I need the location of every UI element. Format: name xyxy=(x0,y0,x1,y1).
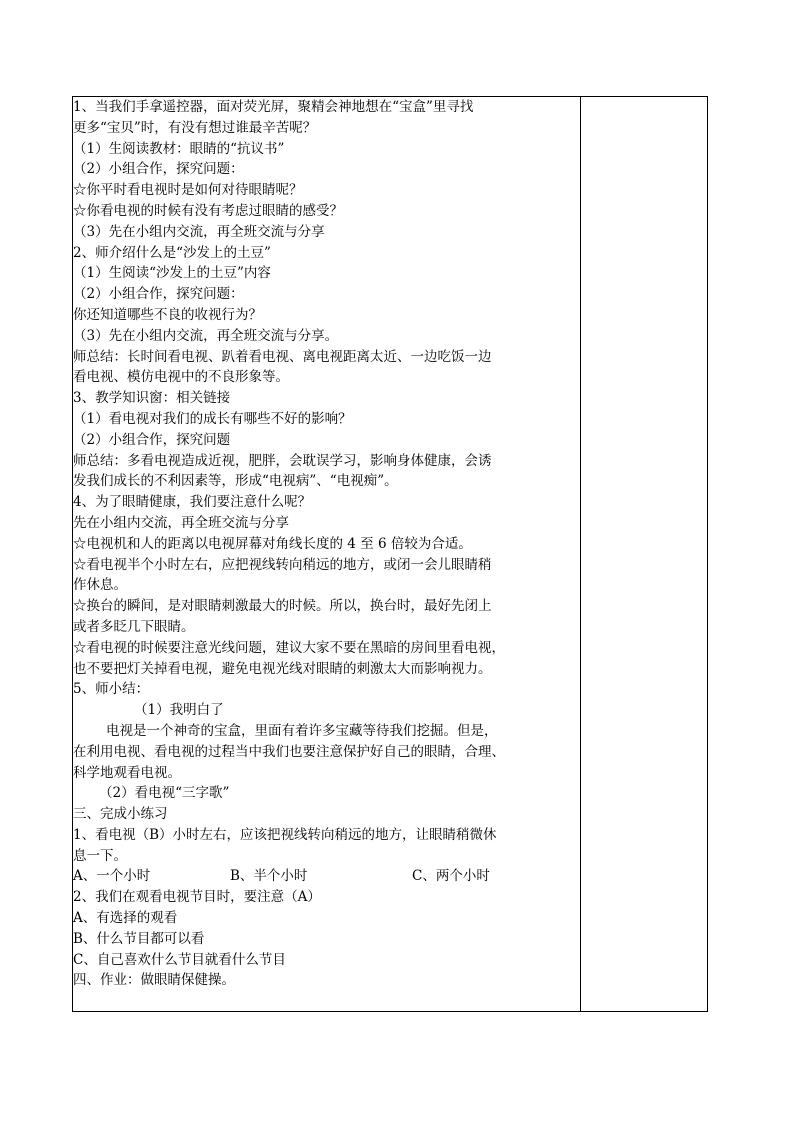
option-b: B、半个小时 xyxy=(230,868,308,885)
text-line: 师总结：多看电视造成近视，肥胖，会耽误学习，影响身体健康，会诱 xyxy=(73,452,492,469)
text-line: 2、我们在观看电视节目时，要注意（A） xyxy=(73,889,321,906)
text-line: C、自己喜欢什么节目就看什么节目 xyxy=(73,951,286,968)
text-line: ☆换台的瞬间，是对眼睛刺激最大的时候。所以，换台时，最好先闭上 xyxy=(73,598,492,615)
text-line: ☆看电视的时候要注意光线问题，建议大家不要在黑暗的房间里看电视， xyxy=(73,639,505,656)
text-line: （2）小组合作，探究问题： xyxy=(73,286,244,303)
text-line: 也不要把灯关掉看电视，避免电视光线对眼睛的刺激太大而影响视力。 xyxy=(73,660,492,677)
text-line: ☆你看电视的时候有没有考虑过眼睛的感受？ xyxy=(73,202,343,219)
text-line: 作休息。 xyxy=(73,577,127,594)
text-line: 电视是一个神奇的宝盒，里面有着许多宝藏等待我们挖掘。但是， xyxy=(106,722,498,739)
text-line: （2）小组合作，探究问题： xyxy=(73,161,244,178)
text-line: 四、作业：做眼睛保健操。 xyxy=(73,972,235,989)
text-line: （1）生阅读教材：眼睛的“抗议书” xyxy=(73,140,285,157)
options-row xyxy=(73,866,580,887)
text-line: 师总结：长时间看电视、趴着看电视、离电视距离太近、一边吃饭一边 xyxy=(73,348,492,365)
option-c: C、两个小时 xyxy=(412,868,490,885)
text-line: 在利用电视、看电视的过程当中我们也要注意保护好自己的眼睛，合理、 xyxy=(73,743,505,760)
text-line: 发我们成长的不利因素等，形成“电视病”、“电视痴”。 xyxy=(73,473,398,490)
text-line: 4、为了眼睛健康，我们要注意什么呢？ xyxy=(73,494,312,511)
notes-cell xyxy=(581,97,708,1012)
text-line: 3、教学知识窗：相关链接 xyxy=(73,390,231,407)
text-line: 科学地观看电视。 xyxy=(73,764,181,781)
text-line: （2）小组合作，探究问题 xyxy=(73,431,231,448)
text-line: A、有选择的观看 xyxy=(73,910,178,927)
text-line: 你还知道哪些不良的收视行为？ xyxy=(73,306,262,323)
text-line: 息一下。 xyxy=(73,847,127,864)
text-line: ☆看电视半个小时左右，应把视线转向稍远的地方，或闭一会儿眼睛稍 xyxy=(73,556,492,573)
text-line: 看电视、模仿电视中的不良形象等。 xyxy=(73,369,289,386)
text-line: （1）看电视对我们的成长有哪些不好的影响？ xyxy=(73,410,352,427)
text-line: （1）我明白了 xyxy=(134,702,224,719)
lesson-lines-after xyxy=(73,887,580,991)
text-line: 1、当我们手拿遥控器，面对荧光屏，聚精会神地想在“宝盒”里寻找 xyxy=(73,99,474,115)
text-line: （1）生阅读“沙发上的土豆”内容 xyxy=(73,265,271,282)
lesson-table xyxy=(72,96,708,1012)
text-line: 三、完成小练习 xyxy=(73,806,168,823)
text-line: 更多“宝贝”时，有没有想过谁最辛苦呢？ xyxy=(73,119,317,136)
text-line: （2）看电视“三字歌” xyxy=(99,785,230,802)
text-line: 5、师小结： xyxy=(73,681,150,698)
text-line: 先在小组内交流，再全班交流与分享 xyxy=(73,514,289,531)
text-line: ☆电视机和人的距离以电视屏幕对角线长度的 4 至 6 倍较为合适。 xyxy=(73,535,472,552)
option-a: A、一个小时 xyxy=(73,868,151,885)
text-line: 1、看电视（B）小时左右，应该把视线转向稍远的地方，让眼睛稍微休 xyxy=(73,826,497,843)
text-line: B、什么节目都可以看 xyxy=(73,930,205,947)
text-line: （3）先在小组内交流，再全班交流与分享 xyxy=(73,223,325,240)
text-line: ☆你平时看电视时是如何对待眼睛呢？ xyxy=(73,182,303,199)
text-line: 2、师介绍什么是“沙发上的土豆” xyxy=(73,244,271,261)
lesson-content-cell xyxy=(73,97,581,1012)
text-line: （3）先在小组内交流，再全班交流与分享。 xyxy=(73,327,339,344)
text-line: 或者多眨几下眼睛。 xyxy=(73,618,195,635)
lesson-lines xyxy=(73,97,580,866)
